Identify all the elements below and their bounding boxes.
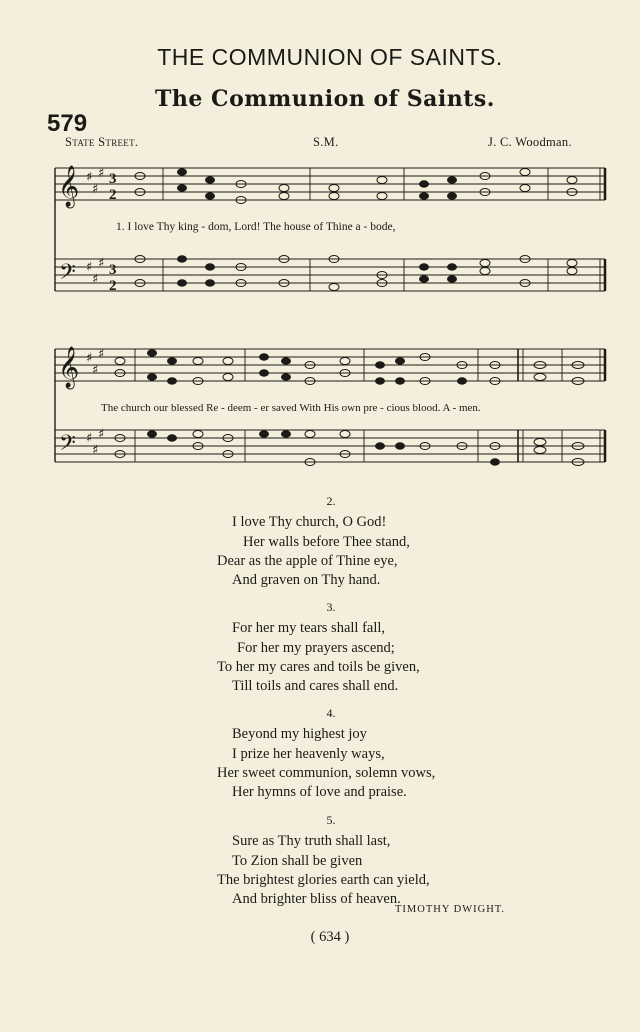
treble-clef-1: 𝄞 xyxy=(58,166,80,207)
verse-number: 5. xyxy=(326,813,336,827)
verse-line: For her my tears shall fall, xyxy=(232,620,386,637)
composer: J. C. Woodman. xyxy=(488,135,572,149)
verse-number: 4. xyxy=(326,706,336,720)
verse-4 xyxy=(0,704,640,802)
page-number: ( 634 ) xyxy=(310,929,350,945)
svg-text:♯: ♯ xyxy=(98,347,105,362)
lyric-line-2: The church our blessed Re - deem - er saved With His own pre - cious blood. A - men. xyxy=(101,402,481,414)
verse-line: I prize her heavenly ways, xyxy=(232,745,385,762)
svg-text:♯: ♯ xyxy=(92,443,99,458)
meter: S.M. xyxy=(313,135,339,149)
svg-text:2: 2 xyxy=(109,187,117,203)
tune-name: State Street. xyxy=(65,135,139,149)
verse-2 xyxy=(0,492,640,590)
svg-text:♯: ♯ xyxy=(92,363,99,378)
author: TIMOTHY DWIGHT. xyxy=(395,904,506,915)
treble-clef-2: 𝄞 xyxy=(58,347,80,388)
bass-clef-1: 𝄢 xyxy=(59,260,76,290)
svg-text:♯: ♯ xyxy=(86,431,93,446)
verse-5 xyxy=(0,811,640,909)
verse-line: To Zion shall be given xyxy=(232,852,363,869)
verse-line: And brighter bliss of heaven. xyxy=(232,891,401,908)
verse-line: Dear as the apple of Thine eye, xyxy=(217,552,398,569)
verse-line: The brightest glories earth can yield, xyxy=(217,871,430,888)
verse-line: For her my prayers ascend; xyxy=(237,639,395,656)
svg-text:♯: ♯ xyxy=(98,256,105,271)
verse-number: 2. xyxy=(326,494,336,508)
svg-text:♯: ♯ xyxy=(86,351,93,366)
verse-3 xyxy=(0,598,640,696)
svg-text:♯: ♯ xyxy=(92,272,99,287)
verse-line: To her my cares and toils be given, xyxy=(217,658,420,675)
hymn-number: 579 xyxy=(47,110,88,137)
verse-number: 3. xyxy=(326,600,336,614)
verse-line: Her sweet communion, solemn vows, xyxy=(217,764,436,781)
svg-text:♯: ♯ xyxy=(98,166,105,181)
verse-line: Her hymns of love and praise. xyxy=(232,784,407,801)
key-signature xyxy=(86,166,104,458)
hymn-title: The Communion of Saints. xyxy=(155,86,495,112)
svg-text:♯: ♯ xyxy=(86,170,93,185)
svg-text:♯: ♯ xyxy=(86,260,93,275)
verse-line: Till toils and cares shall end. xyxy=(232,678,399,695)
svg-text:♯: ♯ xyxy=(92,182,99,197)
verse-line: Her walls before Thee stand, xyxy=(243,533,410,550)
svg-text:2: 2 xyxy=(109,278,117,294)
svg-text:3: 3 xyxy=(109,171,117,187)
staff-system2-treble xyxy=(55,349,605,381)
verse-line: I love Thy church, O God! xyxy=(232,514,387,531)
verse-line: And graven on Thy hand. xyxy=(232,572,381,589)
staff-system2-bass xyxy=(55,430,605,462)
verse-line: Sure as Thy truth shall last, xyxy=(232,833,391,850)
verse-line: Beyond my highest joy xyxy=(232,726,367,743)
svg-text:♯: ♯ xyxy=(98,427,105,442)
svg-text:3: 3 xyxy=(109,262,117,278)
section-title: THE COMMUNION OF SAINTS. xyxy=(157,44,503,70)
lyric-line-1: 1. I love Thy king - dom, Lord! The house of Thine a - bode, xyxy=(116,221,396,233)
bass-clef-2: 𝄢 xyxy=(59,431,76,461)
